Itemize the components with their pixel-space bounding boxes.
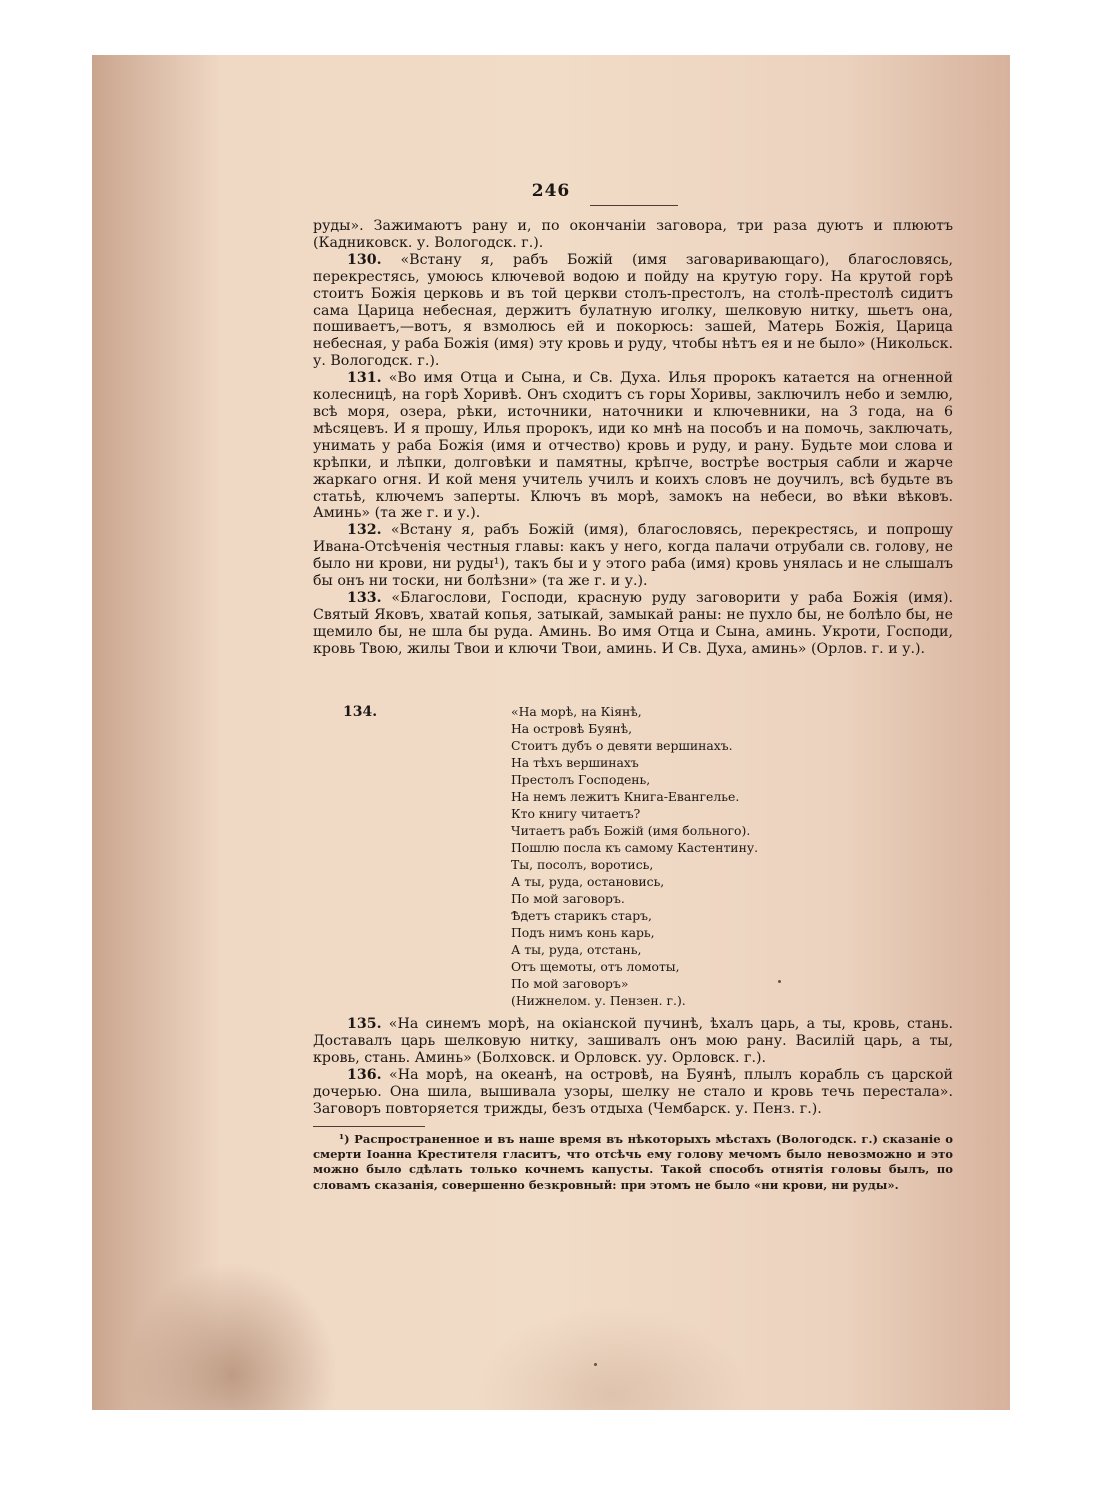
page-number: 246 [531,181,571,201]
footnote-text: ¹) Распространенное и въ наше время въ нѣкоторыхъ мѣстахъ (Вологодск. г.) сказанiе о смерти Iоанна Крестителя гласитъ, что отсѣчь ему голову мечомъ было невозможно и это можно было сдѣлать только кочнемъ капусты. Такой способъ отнятiя головы былъ, по словамъ сказанiя, совершенно безкровный: при этомъ не было «ни крови, ни руды». [313,1132,953,1192]
poem-lines [511,703,758,1009]
poem-line: Ѣдетъ старикъ старъ, [511,908,652,923]
scanned-page [92,55,1010,1410]
paragraph-text: «Благослови, Господи, красную руду заговорити у раба Божiя (имя). Святый Яковъ, хватай копья, затыкай, замыкай раны: не пухло бы, не болѣло бы, не щемило бы, не шла бы руда. Аминь. Во имя Отца и Сына, аминь. Укроти, Господи, кровь Твою, жилы Твои и ключи Твои, аминь. И Св. Духа, аминь» (Орлов. г. и у.). [313,589,953,657]
poem-line: «На морѣ, на Кiянѣ, [511,704,642,719]
paragraph-text: «Встану я, рабъ Божiй (имя заговаривающаго), благословясь, перекрестясь, умоюсь ключевой водою и пойду на крутую гору. На крутой горѣ стоитъ Божiя церковь и въ той церкви столъ-престолъ, на столѣ-престолѣ сидитъ сама Царица небесная, держитъ булатную иголку, шелковую нитку, шьетъ она, пошиваетъ,—вотъ, я взмолюсь ей и покорюсь: зашей, Матерь Божiя, Царица небесная, у раба Божiя (имя) эту кровь и руду, чтобы нѣтъ ея и не было» (Никольск. у. Вологодск. г.). [313,251,953,370]
poem-line: Отъ щемоты, отъ ломоты, [511,959,680,974]
paragraph-number: 133. [347,589,382,606]
paragraph-131 [313,370,953,522]
footnote-rule [313,1126,425,1127]
poem-line: А ты, руда, отстань, [511,942,642,957]
paragraph-135 [313,1016,953,1067]
footnote [313,1132,953,1193]
poem-line: Ты, посолъ, воротись, [511,857,654,872]
paragraph-number: 136. [347,1066,382,1083]
paragraph-132 [313,522,953,590]
poem-source: (Нижнелом. у. Пензен. г.). [511,993,686,1008]
poem-number: 134. [343,704,378,720]
poem-line: А ты, руда, остановись, [511,874,665,889]
poem-line: На островѣ Буянѣ, [511,721,633,736]
paragraph-text: «Во имя Отца и Сына, и Св. Духа. Илья пророкъ катается на огненной колесницѣ, на горѣ Хоривѣ. Онъ сходитъ съ горы Хоривы, заключилъ небо и землю, всѣ моря, озера, рѣки, источники, наточники и ключевники, на 3 года, на 6 мѣсяцевъ. И я прошу, Илья пророкъ, иди ко мнѣ на пособъ и на помочь, заключать, унимать у раба Божiя (имя и отчество) кровь и руду, и рану. Будьте мои слова и крѣпки, и лѣпки, долговѣки и памятны, крѣпче, вострѣе вострыя сабли и жарче жаркаго огня. И кой меня учитель училъ и коихъ словъ не доучилъ, всѣ будьте въ статьѣ, ключемъ заперты. Ключъ въ морѣ, замокъ на небеси, во вѣки вѣковъ. Аминь» (та же г. и у.). [313,370,953,522]
poem-line: Стоитъ дубъ о девяти вершинахъ. [511,738,733,753]
paragraph-text: «Встану я, рабъ Божiй (имя), благословясь, перекрестясь, и попрошу Ивана-Отсѣченiя честныя главы: какъ у него, когда палачи отрубали св. голову, не было ни крови, ни руды¹), такъ бы и у этого раба (имя) кровь унялась и не слышалъ бы онъ ни тоски, ни болѣзни» (та же г. и у.). [313,522,953,590]
poem-line: Пошлю посла къ самому Кастентину. [511,840,759,855]
main-text-block [313,218,953,658]
poem-line: По мой заговоръ. [511,891,625,906]
poem-line: На немъ лежитъ Книга-Евангелье. [511,789,740,804]
paragraph-continued [313,218,953,252]
paragraph-text: руды». Зажимаютъ рану и, по окончанiи заговора, три раза дуютъ и плюютъ (Кадниковск. у. Вологодск. г.). [313,218,953,251]
paper-speck [778,980,781,983]
paper-speck [594,1363,597,1366]
paragraph-136 [313,1067,953,1118]
poem-line: Кто книгу читаетъ? [511,806,641,821]
paragraph-text: «На морѣ, на океанѣ, на островѣ, на Буянѣ, плылъ корабль съ царской дочерью. Она шила, вышивала узоры, шелку не стало и кровь течь перестала». Заговоръ повторяется трижды, безъ отдыха (Чембарск. у. Пенз. г.). [313,1066,953,1117]
paragraph-133 [313,590,953,658]
paragraph-number: 131. [347,370,382,387]
header-rule [590,205,678,206]
paragraph-text: «На синемъ морѣ, на окiанской пучинѣ, ѣхалъ царь, а ты, кровь, стань. Доставалъ царь шелковую нитку, зашивалъ онъ мою рану. Василiй царь, а ты, кровь, стань. Аминь» (Болховск. и Орловск. уу. Орловск. г.). [313,1016,953,1066]
paragraph-number: 132. [347,522,382,539]
poem-line: Подъ нимъ конь карь, [511,925,655,940]
paragraph-number: 135. [347,1016,382,1032]
poem-line: Престолъ Господень, [511,772,651,787]
paragraph-130 [313,252,953,370]
poem-line: По мой заговоръ» [511,976,629,991]
poem-line: Читаетъ рабъ Божiй (имя больного). [511,823,751,838]
second-text-block [313,1016,953,1117]
paragraph-number: 130. [347,251,382,268]
poem-line: На тѣхъ вершинахъ [511,755,639,770]
